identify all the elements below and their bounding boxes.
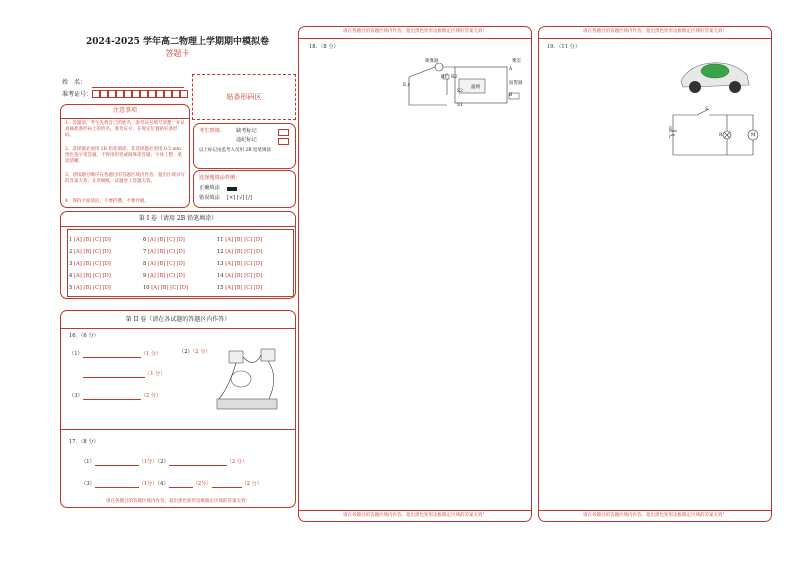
section2-box: 第 II 卷（请在各试题的答题区内作答） 16．（6 分） （1） （1 分） （1 分） （3） （2 分） （2）（2 分） 17．（8 分） （1） （1分）（2） （2 分） （3） （1分）（4） （2分） （2 分） 请在各题目的答题区域内作答，超出黑色矩形边框限定区域的答案无效！ [60,310,296,508]
fill-sample-box: 选择题填涂样例： 正确填涂 错误填涂 [×] [√] [/] [193,170,296,208]
warning-bottom-col3: 请在各题目的答题区域内作答，超出黑色矩形边框限定区域的答案无效！ [583,513,727,518]
choices-col-1[interactable]: 1 [A] [B] [C] [D] 2 [A] [B] [C] [D] 3 [A] [B] [C] [D] 4 [A] [B] [C] [D] 5 [A] [B] [C] [D] [69,237,111,291]
name-line[interactable] [92,87,184,88]
q18-label-filter: 滤网 [471,85,480,90]
q19-label-resistor: R [719,133,723,138]
answer-card-label: 答题卡 [165,49,190,58]
q18-label-s2: S2 [457,89,463,94]
q18-label-s1: S1 [457,103,463,108]
answer-area-q18[interactable] [298,26,532,522]
q16-experiment-diagram [209,347,289,417]
exam-status-box: 考生禁填： 缺考标记 违纪标记 以上标记由监考人员用 2B 铅笔填涂 [193,123,296,169]
notice-item-4: 4．保持卡面清洁，不要折叠、不要弄破。 [65,199,149,204]
choices-col-2[interactable]: 6 [A] [B] [C] [D] 7 [A] [B] [C] [D] 8 [A] [B] [C] [D] 9 [A] [B] [C] [D] 10 [A] [B] [C] [D] [143,237,189,291]
q16-title: 16．（6 分） [69,333,99,339]
warning-bottom-col2: 请在各题目的答题区域内作答，超出黑色矩形边框限定区域的答案无效！ [343,513,487,518]
warning-top-col3: 请在各题目的答题区域内作答，超出黑色矩形边框限定区域的答案无效！ [583,29,727,34]
q18-label-sprayer: 喷雾器 [425,59,439,64]
notice-title: 注意事项 [112,107,137,114]
q18-label-r1: R1 [441,75,448,80]
section1-box [60,211,296,299]
absent-mark[interactable] [278,129,289,136]
q19-label-e: E [669,127,673,132]
q18-title: 18．（8 分） [309,44,339,50]
section2-title: 第 II 卷（请在各试题的答题区内作答） [125,316,231,323]
exam-title: 2024-2025 学年高二物理上学期期中模拟卷 [86,37,269,47]
q18-label-r2: R2 [451,75,458,80]
name-label: 姓 名： [62,79,87,86]
q17-title: 17．（8 分） [69,439,99,445]
q18-label-b: B [509,93,513,98]
warning-top-col2: 请在各题目的答题区域内作答，超出黑色矩形边框限定区域的答案无效！ [343,29,487,34]
section1-title: 第 I 卷（请用 2B 铅笔填涂） [138,215,218,222]
q18-label-alarm: 报警器 [509,81,523,86]
barcode-area: 贴条形码区 [192,74,296,120]
warning-col1: 请在各题目的答题区域内作答，超出黑色矩形边框限定区域的答案无效！ [106,499,250,504]
q19-label-r: r [669,135,672,140]
correct-fill-sample [227,187,237,191]
notice-item-3: 3．请按题号顺序在各题目的答题区域内作答，超出区域书写的答案无效；在草稿纸、试题卷上答题无效。 [65,173,185,184]
q18-label-er: E,r [403,83,410,88]
q19-label-s: S [705,107,709,112]
q19-label-motor: M [751,133,756,138]
q18-label-chamber: 雾室 [512,59,521,64]
notice-item-1: 1．答题前，考生先将自己的姓名，准考证号填写清楚，并认真核准条形码上的姓名、准考证号，在规定位置贴好条形码。 [65,121,185,138]
id-label: 准考证号： [62,91,93,98]
choices-col-3[interactable]: 11 [A] [B] [C] [D] 12 [A] [B] [C] [D] 13 [A] [B] [C] [D] 14 [A] [B] [C] [D] 15 [A] [B] [C] [D] [217,237,263,291]
q19-title: 19．（11 分） [547,44,581,50]
notice-box [60,104,190,208]
toy-car-image [679,55,751,97]
id-grid[interactable] [92,90,188,100]
q18-label-a: A [509,67,513,72]
notice-item-2: 2．选择题必须用 2B 铅笔填涂；非选择题必须用 0.5 mm 黑色签字笔答题，不得用铅笔或圆珠笔答题；字体工整、笔迹清晰。 [65,147,182,164]
answer-area-q19[interactable] [538,26,772,522]
violation-mark[interactable] [278,138,289,145]
